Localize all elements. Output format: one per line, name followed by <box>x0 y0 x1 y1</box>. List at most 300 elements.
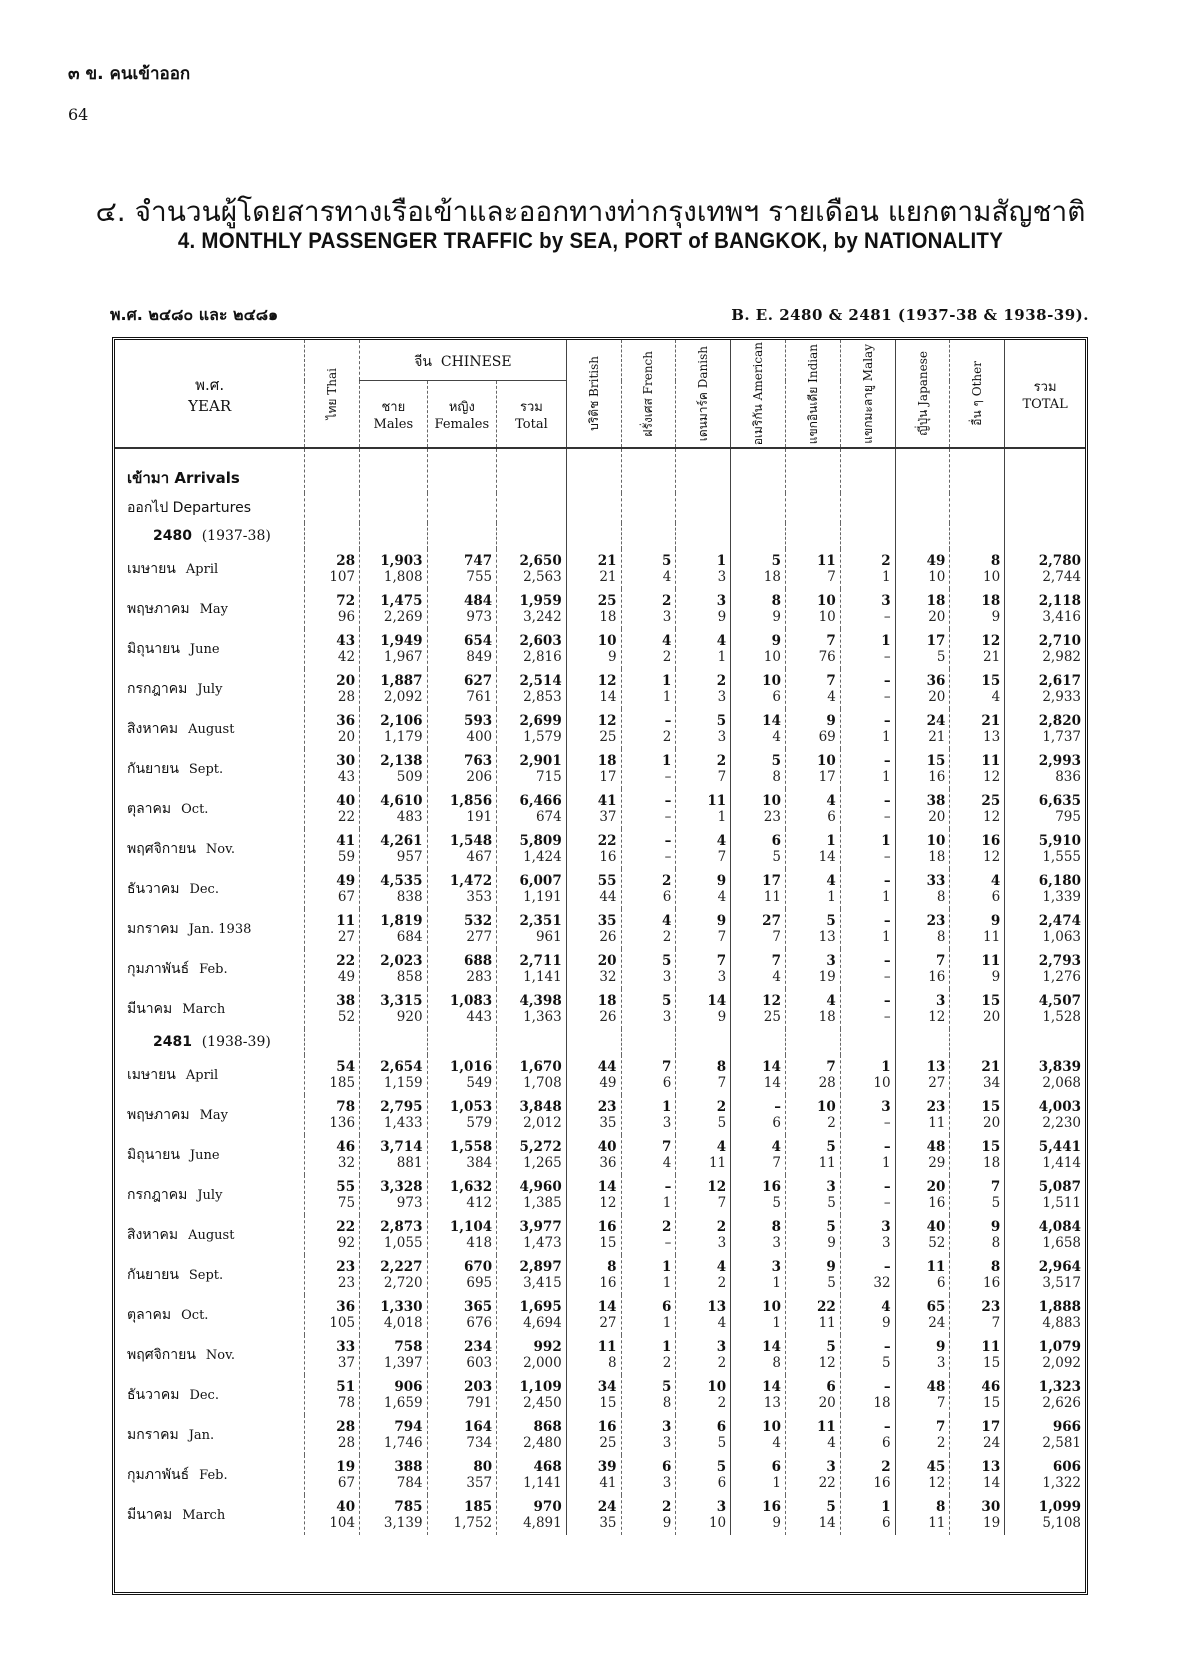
cell-indian <box>785 949 840 989</box>
header-british <box>566 340 621 448</box>
arrivals-value: 8 <box>716 1059 727 1076</box>
header-thai-en: Thai <box>325 367 340 395</box>
departures-value: 3 <box>936 1355 946 1372</box>
arrivals-value: 2,780 <box>1038 553 1081 570</box>
cell-thai <box>305 1135 360 1175</box>
arrivals-value: 906 <box>394 1379 423 1396</box>
departures-value: 2 <box>717 1355 727 1372</box>
arrivals-value: 5 <box>716 713 727 730</box>
arrivals-value: 44 <box>597 1059 617 1076</box>
departures-value: 418 <box>466 1235 493 1252</box>
departures-value: 8 <box>991 1235 1001 1252</box>
departures-value: 443 <box>466 1009 493 1026</box>
arrivals-value: 14 <box>762 1339 781 1356</box>
cell-japanese <box>895 1215 950 1255</box>
month-english: August <box>188 722 235 738</box>
arrivals-value: 9 <box>826 713 836 730</box>
table-row <box>115 989 1085 1029</box>
departures-value: 2,563 <box>523 569 562 586</box>
departures-value: 92 <box>337 1235 356 1252</box>
arrivals-value: 12 <box>597 673 617 690</box>
cell-total <box>1005 989 1085 1029</box>
arrivals-value: 10 <box>816 593 836 610</box>
arrivals-value: 2,227 <box>380 1259 423 1276</box>
arrivals-value: 21 <box>981 1059 1001 1076</box>
cell-french <box>621 669 676 709</box>
departures-value: 1,808 <box>383 569 423 586</box>
arrivals-value: 22 <box>816 1299 836 1316</box>
cell-japanese <box>895 1255 950 1295</box>
cell-chinese-females <box>427 589 497 629</box>
departures-value: 1,746 <box>383 1435 423 1452</box>
arrivals-value: 78 <box>336 1099 356 1116</box>
year-row <box>115 1029 1085 1055</box>
arrivals-value: 18 <box>926 593 946 610</box>
cell-british <box>566 1495 621 1535</box>
departures-value: 4,694 <box>523 1315 562 1332</box>
cell-malay <box>840 1455 895 1495</box>
departures-value: 37 <box>599 809 617 826</box>
arrivals-value: 5,087 <box>1038 1179 1081 1196</box>
arrivals-value: 2 <box>716 673 727 690</box>
arrivals-value: 4,398 <box>519 993 562 1010</box>
arrivals-value: 17 <box>762 873 781 890</box>
departures-value: 24 <box>983 1435 1001 1452</box>
departures-value: 11 <box>708 1155 727 1172</box>
departures-value: 7 <box>717 1075 727 1092</box>
month-english: Jan. <box>188 1428 215 1444</box>
arrivals-value: 12 <box>707 1179 727 1196</box>
cell-chinese-females <box>427 869 497 909</box>
arrivals-value: 1,083 <box>449 993 493 1010</box>
arrivals-value: – <box>883 993 891 1010</box>
header-danish <box>676 340 731 448</box>
departures-value: 20 <box>928 809 946 826</box>
departures-value: 29 <box>928 1155 946 1172</box>
running-head: ๓ ข. คนเข้าออก <box>68 64 191 84</box>
departures-value: 4 <box>717 889 727 906</box>
arrivals-value: 23 <box>597 1099 617 1116</box>
arrivals-value: 46 <box>336 1139 356 1156</box>
header-total <box>1005 340 1085 448</box>
arrivals-value: 1,670 <box>519 1059 562 1076</box>
month-thai: มกราคม <box>127 1427 179 1444</box>
cell-other <box>950 629 1005 669</box>
departures-value: 6 <box>772 689 781 706</box>
cell-danish <box>676 829 731 869</box>
departures-value: 1,433 <box>383 1115 423 1132</box>
arrivals-value: 10 <box>707 1379 727 1396</box>
departures-value: 1,658 <box>1042 1235 1081 1252</box>
departures-value: 9 <box>991 609 1001 626</box>
cell-danish <box>676 669 731 709</box>
departures-value: 13 <box>763 1395 781 1412</box>
month-english: July <box>197 1188 223 1204</box>
cell-indian <box>785 829 840 869</box>
departures-value: 32 <box>873 1275 891 1292</box>
arrivals-value: 41 <box>597 793 617 810</box>
cell-american <box>731 1135 786 1175</box>
cell-thai <box>305 1095 360 1135</box>
cell-chinese-total <box>497 629 567 669</box>
departures-value: 8 <box>936 929 946 946</box>
departures-value: 41 <box>599 1475 617 1492</box>
departures-value: 69 <box>818 729 836 746</box>
cell-british <box>566 1415 621 1455</box>
arrivals-value: 2,699 <box>519 713 562 730</box>
arrivals-value: 3 <box>716 1339 727 1356</box>
cell-other <box>950 589 1005 629</box>
arrivals-value: 6,466 <box>519 793 562 810</box>
departures-value: 4 <box>772 1435 781 1452</box>
month-thai: ธันวาคม <box>127 881 180 898</box>
cell-chinese-males <box>360 1215 427 1255</box>
departures-value: – <box>883 849 891 866</box>
departures-value: 23 <box>337 1275 356 1292</box>
departures-value: 6 <box>662 889 672 906</box>
departures-value: 3 <box>662 1435 672 1452</box>
arrivals-value: 40 <box>926 1219 946 1236</box>
arrivals-value: 2,795 <box>380 1099 423 1116</box>
arrivals-value: 10 <box>762 793 781 810</box>
departures-value: 104 <box>329 1515 356 1532</box>
arrivals-value: 688 <box>463 953 493 970</box>
month-thai: มิถุนายน <box>127 641 180 658</box>
arrivals-value: 28 <box>336 1419 356 1436</box>
month-thai: กรกฎาคม <box>127 1187 188 1204</box>
arrivals-value: 27 <box>762 913 781 930</box>
passenger-table-frame <box>112 337 1088 1595</box>
arrivals-value: 4,610 <box>380 793 423 810</box>
arrivals-value: 970 <box>533 1499 562 1516</box>
departures-value: 10 <box>763 649 781 666</box>
cell-indian <box>785 1495 840 1535</box>
arrivals-value: 5 <box>826 1219 836 1236</box>
arrivals-value: 1,887 <box>380 673 423 690</box>
arrivals-value: 4,535 <box>380 873 423 890</box>
cell-danish <box>676 1375 731 1415</box>
cell-thai <box>305 1455 360 1495</box>
cell-french <box>621 1135 676 1175</box>
arrivals-value: 6,635 <box>1038 793 1081 810</box>
departures-value: 1 <box>717 809 727 826</box>
cell-chinese-females <box>427 629 497 669</box>
arrivals-value: – <box>883 793 891 810</box>
arrivals-value: 5,441 <box>1038 1139 1081 1156</box>
arrivals-value: 1,475 <box>380 593 423 610</box>
year-ce: (1938-39) <box>201 1034 271 1051</box>
arrivals-value: 18 <box>981 593 1001 610</box>
departures-value: 28 <box>337 689 356 706</box>
departures-value: 4,891 <box>523 1515 562 1532</box>
departures-value: 11 <box>928 1115 946 1132</box>
departures-value: 4,883 <box>1042 1315 1081 1332</box>
cell-other <box>950 829 1005 869</box>
cell-other <box>950 949 1005 989</box>
arrivals-value: 2 <box>661 873 672 890</box>
cell-chinese-females <box>427 1215 497 1255</box>
departures-value: 20 <box>337 729 356 746</box>
arrivals-value: 40 <box>336 793 356 810</box>
arrivals-value: 2 <box>661 593 672 610</box>
departures-value: 920 <box>396 1009 423 1026</box>
cell-indian <box>785 1215 840 1255</box>
cell-chinese-males <box>360 989 427 1029</box>
departures-value: 20 <box>983 1115 1001 1132</box>
cell-japanese <box>895 549 950 589</box>
arrivals-value: 23 <box>981 1299 1001 1316</box>
arrivals-value: 65 <box>926 1299 946 1316</box>
departures-value: 15 <box>599 1395 617 1412</box>
departures-value: 3 <box>717 729 727 746</box>
arrivals-value: 19 <box>336 1459 356 1476</box>
departures-value: 6 <box>991 889 1001 906</box>
departures-value: 2,092 <box>1042 1355 1081 1372</box>
cell-total <box>1005 589 1085 629</box>
cell-french <box>621 909 676 949</box>
arrivals-value: 2,873 <box>380 1219 423 1236</box>
arrivals-value: 2 <box>881 553 891 570</box>
arrivals-value: 3,977 <box>519 1219 562 1236</box>
cell-malay <box>840 1335 895 1375</box>
cell-danish <box>676 589 731 629</box>
departures-value: 467 <box>466 849 493 866</box>
arrivals-value: 758 <box>394 1339 423 1356</box>
arrivals-value: 11 <box>926 1259 946 1276</box>
cell-total <box>1005 629 1085 669</box>
cell-chinese-males <box>360 949 427 989</box>
month-thai: กุมภาพันธ์ <box>127 1467 190 1484</box>
arrivals-value: – <box>883 713 891 730</box>
arrivals-value: 2 <box>716 753 727 770</box>
departures-value: 8 <box>772 1355 781 1372</box>
cell-british <box>566 789 621 829</box>
month-thai: ตุลาคม <box>127 801 172 818</box>
arrivals-value: 49 <box>926 553 946 570</box>
header-males-en: Males <box>373 417 414 433</box>
arrivals-value: 2 <box>716 1219 727 1236</box>
cell-indian <box>785 669 840 709</box>
cell-malay <box>840 1255 895 1295</box>
departures-value: 1 <box>882 569 891 586</box>
table-row <box>115 749 1085 789</box>
cell-malay <box>840 909 895 949</box>
departures-value: 10 <box>708 1515 727 1532</box>
departures-value: 9 <box>827 1235 836 1252</box>
cell-chinese-total <box>497 1375 567 1415</box>
header-other-en: Other <box>970 361 985 397</box>
month-english: March <box>182 1002 226 1018</box>
arrivals-value: 51 <box>336 1379 356 1396</box>
header-females-en: Females <box>434 417 490 433</box>
departures-value: 384 <box>466 1155 493 1172</box>
departures-value: 59 <box>337 849 356 866</box>
cell-danish <box>676 1335 731 1375</box>
month-english: Jan. 1938 <box>188 922 252 938</box>
arrivals-value: 38 <box>926 793 946 810</box>
subtitle-english-year: B. E. 2480 & 2481 (1937-38 & 1938-39). <box>731 306 1089 324</box>
departures-value: 7 <box>717 929 727 946</box>
cell-american <box>731 1295 786 1335</box>
arrivals-value: 15 <box>926 753 946 770</box>
cell-thai <box>305 1055 360 1095</box>
cell-danish <box>676 1055 731 1095</box>
arrivals-value: 2,603 <box>519 633 562 650</box>
month-thai: มิถุนายน <box>127 1147 180 1164</box>
departures-value: 24 <box>928 1315 946 1332</box>
cell-danish <box>676 989 731 1029</box>
header-females-th: หญิง <box>448 400 475 416</box>
arrivals-value: 80 <box>473 1459 493 1476</box>
cell-indian <box>785 869 840 909</box>
arrivals-value: 3 <box>881 1099 891 1116</box>
departures-value: 1,752 <box>453 1515 493 1532</box>
table-row <box>115 869 1085 909</box>
departures-value: 1,555 <box>1042 849 1081 866</box>
header-american <box>731 340 786 448</box>
arrivals-value: 17 <box>926 633 946 650</box>
cell-chinese-total <box>497 1255 567 1295</box>
cell-indian <box>785 749 840 789</box>
cell-thai <box>305 1175 360 1215</box>
departures-value: 1,414 <box>1042 1155 1081 1172</box>
header-chinese-en: CHINESE <box>440 354 512 371</box>
departures-value: 22 <box>337 809 356 826</box>
cell-chinese-females <box>427 1055 497 1095</box>
arrivals-value: 2,118 <box>1038 593 1081 610</box>
arrivals-value: – <box>664 793 672 810</box>
arrivals-value: 13 <box>926 1059 946 1076</box>
departures-value: 4 <box>772 969 781 986</box>
arrivals-value: 21 <box>981 713 1001 730</box>
arrivals-value: 10 <box>816 753 836 770</box>
arrivals-value: 16 <box>762 1499 781 1516</box>
departures-value: 1,179 <box>383 729 423 746</box>
arrivals-value: 3,315 <box>380 993 423 1010</box>
arrivals-value: 28 <box>336 553 356 570</box>
departures-value: 5 <box>827 1275 836 1292</box>
arrivals-value: 48 <box>926 1379 946 1396</box>
departures-value: 21 <box>983 649 1001 666</box>
header-chinese-total <box>497 381 567 449</box>
departures-value: 4 <box>717 1315 727 1332</box>
cell-malay <box>840 1375 895 1415</box>
cell-american <box>731 589 786 629</box>
departures-value: 5 <box>772 849 781 866</box>
month-english: Feb. <box>199 1468 228 1484</box>
cell-japanese <box>895 829 950 869</box>
departures-value: 1 <box>827 889 836 906</box>
arrivals-value: 7 <box>716 953 727 970</box>
arrivals-value: 9 <box>716 873 727 890</box>
arrivals-value: 9 <box>990 1219 1001 1236</box>
arrivals-value: 1 <box>661 673 672 690</box>
departures-value: 2,982 <box>1042 649 1081 666</box>
departures-value: 836 <box>1055 769 1081 786</box>
table-row <box>115 709 1085 749</box>
departures-value: 49 <box>599 1075 617 1092</box>
cell-danish <box>676 549 731 589</box>
departures-value: 3,517 <box>1042 1275 1081 1292</box>
cell-thai <box>305 629 360 669</box>
departures-value: 9 <box>717 1009 727 1026</box>
departures-value: 25 <box>599 1435 617 1452</box>
departures-value: – <box>883 809 891 826</box>
arrivals-value: 7 <box>936 953 946 970</box>
arrivals-value: 12 <box>597 713 617 730</box>
departures-value: 6 <box>882 1435 891 1452</box>
departures-value: 10 <box>928 569 946 586</box>
departures-value: 3 <box>662 1115 672 1132</box>
arrivals-value: 25 <box>597 593 617 610</box>
departures-value: 1,528 <box>1042 1009 1081 1026</box>
arrivals-value: 3,839 <box>1038 1059 1081 1076</box>
cell-american <box>731 829 786 869</box>
cell-british <box>566 669 621 709</box>
arrivals-value: 2,897 <box>519 1259 562 1276</box>
cell-british <box>566 1335 621 1375</box>
cell-chinese-males <box>360 1135 427 1175</box>
cell-british <box>566 1455 621 1495</box>
cell-thai <box>305 1375 360 1415</box>
arrivals-value: 2,820 <box>1038 713 1081 730</box>
cell-malay <box>840 829 895 869</box>
header-year-en: YEAR <box>188 396 232 415</box>
departures-value: 25 <box>763 1009 781 1026</box>
cell-french <box>621 589 676 629</box>
departures-value: 2,068 <box>1042 1075 1081 1092</box>
cell-american <box>731 1495 786 1535</box>
cell-total <box>1005 909 1085 949</box>
arrivals-value: 22 <box>597 833 617 850</box>
departures-value: 5,108 <box>1042 1515 1081 1532</box>
arrivals-value: 7 <box>661 1059 672 1076</box>
departures-value: 1,659 <box>383 1395 423 1412</box>
departures-value: 483 <box>396 809 423 826</box>
departures-value: 1,265 <box>523 1155 562 1172</box>
month-label <box>115 909 305 949</box>
arrivals-value: 164 <box>463 1419 493 1436</box>
departures-value: 11 <box>818 1155 836 1172</box>
cell-total <box>1005 1175 1085 1215</box>
departures-value: 13 <box>983 729 1001 746</box>
departures-value: 21 <box>928 729 946 746</box>
cell-japanese <box>895 1095 950 1135</box>
arrivals-value: – <box>883 673 891 690</box>
arrivals-value: 54 <box>336 1059 356 1076</box>
cell-japanese <box>895 1295 950 1335</box>
departures-value: 6 <box>936 1275 946 1292</box>
departures-value: 603 <box>466 1355 493 1372</box>
cell-danish <box>676 1415 731 1455</box>
departures-value: 19 <box>983 1515 1001 1532</box>
arrivals-value: – <box>883 1419 891 1436</box>
cell-thai <box>305 909 360 949</box>
cell-american <box>731 869 786 909</box>
departures-value: 549 <box>466 1075 493 1092</box>
departures-value: 16 <box>873 1475 891 1492</box>
arrivals-value: 16 <box>981 833 1001 850</box>
cell-japanese <box>895 989 950 1029</box>
departures-value: 1 <box>662 1275 672 1292</box>
departures-value: 9 <box>882 1315 891 1332</box>
departures-value: 37 <box>337 1355 356 1372</box>
cell-american <box>731 1415 786 1455</box>
arrivals-value: 763 <box>463 753 493 770</box>
arrivals-value: 1,888 <box>1038 1299 1081 1316</box>
departures-value: 6 <box>662 1075 672 1092</box>
legend-departures: ออกไป Departures <box>127 500 252 517</box>
